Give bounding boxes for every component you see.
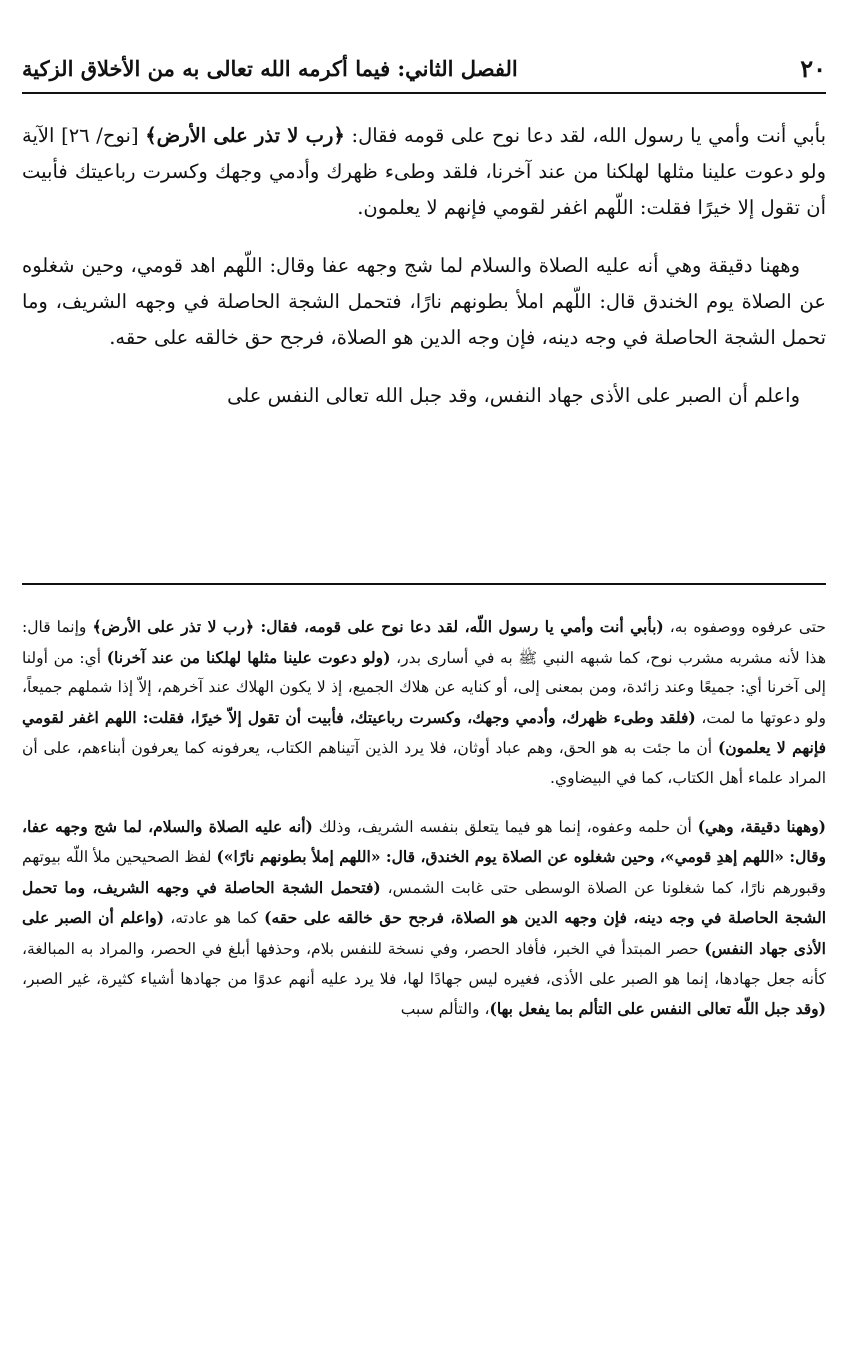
bold-text-run: (وههنا دقيقة، وهي)	[697, 816, 826, 836]
text-run: وإنما قال: هذا لأنه مشربه مشرب نوح، كما شبهه النبي ﷺ به في أسارى بدر،	[22, 618, 826, 667]
commentary	[22, 612, 826, 1043]
bold-text-run: (فتحمل الشجة الحاصلة في وجهه الشريف، وما تحمل الشجة الحاصلة في وجه دينه، فإن وجهه الدين هو الصلاة، فرجح حق خالقه على حقه)	[22, 877, 827, 928]
bold-text-run: (وقد جبل اللّه تعالى النفس على التألم بما يفعل بها)	[489, 999, 826, 1019]
bold-text-run: ﴿رب لا تذر على الأرض﴾	[145, 124, 345, 147]
text-run: [نوح/ ٢٦] الآية ولو دعوت علينا مثلها لهلكنا من عند آخرنا، فلقد وطىء ظهرك وأدمي وجهك وكسرت رباعيتك فأبيت أن تقول إلا خيرًا فقلت: اللّهم اغفر لقومي فإنهم لا يعلمون.	[22, 124, 826, 219]
bold-text-run: (بأبي أنت وأمي يا رسول اللّه، لقد دعا نوح على قومه، فقال: ﴿رب لا تذر على الأرض﴾	[92, 617, 664, 636]
text-run: أن حلمه وعفوه، إنما هو فيما يتعلق بنفسه الشريف، وذلك	[312, 817, 698, 836]
bold-text-run: (أنه عليه الصلاة والسلام، لما شج وجهه عفا، وقال: «اللهم إهدِ قومي»، وحين شغلوه عن الصلاة يوم الخندق، قال: «اللهم إملأ بطونهم نارًا»)	[22, 816, 826, 867]
text-run: واعلم أن الصبر على الأذى جهاد النفس، وقد جبل الله تعالى النفس على	[227, 384, 800, 407]
main-paragraph	[22, 118, 826, 226]
chapter-title: الفصل الثاني: فيما أكرمه الله تعالى به من الأخلاق الزكية	[22, 55, 518, 81]
page-header	[22, 48, 826, 88]
footnote-divider	[22, 583, 826, 585]
text-run: أي: من أولنا إلى آخرنا أي: جميعًا وعند زائدة، ومن بمعنى إلى، أو كنايه عن هلاك الجميع، إذ لا يكون الهلاك عند آخرهم، إلاّ إذا شملهم جميعاً، ولو دعوتها ما لمت،	[22, 648, 826, 727]
text-run: أن ما جئت به هو الحق، وهم عباد أوثان، فلا يرد الذين آتيناهم الكتاب، يعرفونه كما يعرفون أبناءهم، على أن المراد علماء أهل الكتاب، كما في البيضاوي.	[22, 739, 826, 787]
commentary-paragraph	[22, 612, 826, 794]
text-run: وههنا دقيقة وهي أنه عليه الصلاة والسلام لما شج وجهه عفا وقال: اللّهم اهد قومي، وحين شغلوه عن الصلاة يوم الخندق قال: اللّهم املأ بطونهم نارًا، فتحمل الشجة الحاصلة في وجهه الشريف، وما تحمل الشجة الحاصلة في وجه دينه، فإن وجه الدين هو الصلاة، فرجح حق خالقه على حقه.	[22, 254, 826, 349]
main-paragraph	[22, 378, 826, 414]
main-text	[22, 118, 826, 436]
text-run: حتى عرفوه ووصفوه به،	[663, 618, 827, 636]
text-run: لفظ الصحيحين ملأ اللّه بيوتهم وقبورهم نارًا، كما شغلونا عن الصلاة الوسطى حتى غابت الشمس،	[22, 848, 826, 897]
bold-text-run: (واعلم أن الصبر على الأذى جهاد النفس)	[22, 908, 826, 958]
text-run: ، والتألم سبب	[400, 1000, 490, 1019]
bold-text-run: (ولو دعوت علينا مثلها لهلكنا من عند آخرنا)	[106, 647, 391, 667]
page-number: ٢٠	[800, 53, 826, 83]
text-run: بأبي أنت وأمي يا رسول الله، لقد دعا نوح على قومه فقال:	[344, 124, 827, 147]
text-run: كما هو عادته،	[164, 909, 265, 928]
text-run: حصر المبتدأ في الخبر، فأفاد الحصر، وفي نسخة للنفس بلام، وحذفها أبلغ في الحصر، والمراد به المبالغة، كأنه جعل جهادها، إنما هو الصبر على الأذى، فغيره ليس جهادًا لها، فلا يرد عليه أنهم عدوًا من جهادها أشياء كثيرة، غير الصبر،	[22, 939, 826, 988]
main-paragraph	[22, 248, 826, 356]
bold-text-run: (فلقد وطىء ظهرك، وأدمي وجهك، وكسرت رباعيتك، فأبيت أن تقول إلاّ خيرًا، فقلت: اللهم اغفر لقومي فإنهم لا يعلمون)	[22, 707, 826, 758]
commentary-paragraph	[22, 812, 826, 1025]
header-divider	[22, 92, 826, 94]
